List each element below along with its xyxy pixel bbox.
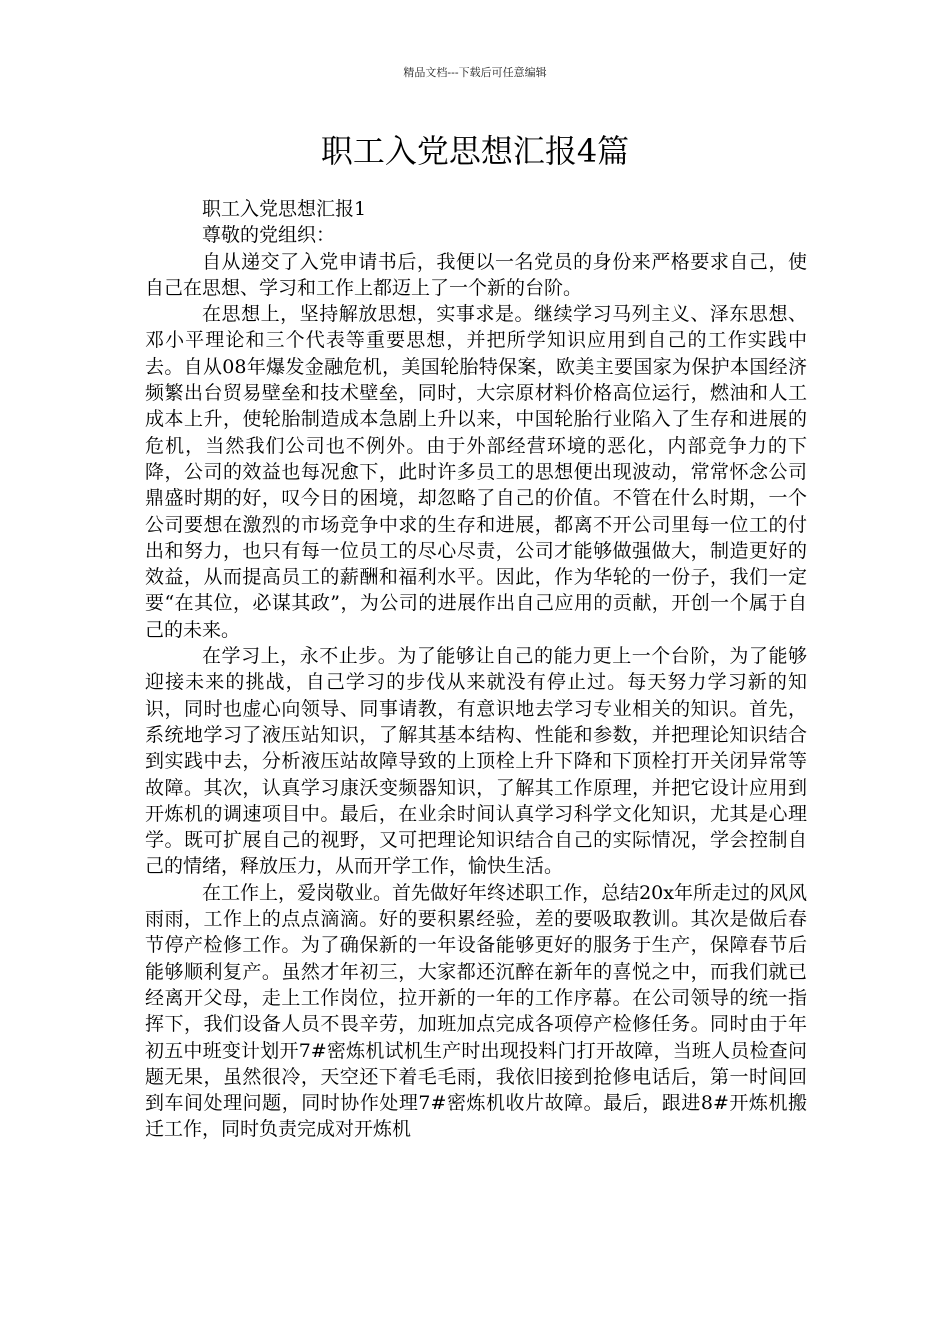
- document-body: [145, 196, 807, 1143]
- paragraph-study: 在学习上，永不止步。为了能够让自己的能力更上一个台阶，为了能够迎接未来的挑战，自己学习的步伐从来就没有停止过。每天努力学习新的知识，同时也虚心向领导、同事请教，有意识地去学习专业相关的知识。首先，系统地学习了液压站知识，了解其基本结构、性能和参数，并把理论知识结合到实践中去，分析液压站故障导致的上顶栓上升下降和下顶栓打开关闭异常等故障。其次，认真学习康沃变频器知识，了解其工作原理，并把它设计应用到开炼机的调速项目中。最后，在业余时间认真学习科学文化知识，尤其是心理学。既可扩展自己的视野，又可把理论知识结合自己的实际情况，学会控制自己的情绪，释放压力，从而开学工作，愉快生活。: [145, 645, 807, 878]
- paragraph-work: 在工作上，爱岗敬业。首先做好年终述职工作，总结20x年所走过的风风雨雨，工作上的点点滴滴。好的要积累经验，差的要吸取教训。其次是做后春节停产检修工作。为了确保新的一年设备能够更好的服务于生产，保障春节后能够顺利复产。虽然才年初三，大家都还沉醉在新年的喜悦之中，而我们就已经离开父母，走上工作岗位，拉开新的一年的工作序幕。在公司领导的统一指挥下，我们设备人员不畏辛劳，加班加点完成各项停产检修任务。同时由于年初五中班变计划开7#密炼机试机生产时出现投料门打开故障，当班人员检查问题无果，虽然很冷，天空还下着毛毛雨，我依旧接到抢修电话后，第一时间回到车间处理问题，同时协作处理7#密炼机收片故障。最后，跟进8#开炼机搬迁工作，同时负责完成对开炼机: [145, 881, 807, 1141]
- paragraph-thought: 在思想上，坚持解放思想，实事求是。继续学习马列主义、泽东思想、邓小平理论和三个代表等重要思想，并把所学知识应用到自己的工作实践中去。自从08年爆发金融危机，美国轮胎特保案，欧美主要国家为保护本国经济频繁出台贸易壁垒和技术壁垒，同时，大宗原材料价格高位运行，燃油和人工成本上升，使轮胎制造成本急剧上升以来，中国轮胎行业陷入了生存和进展的危机，当然我们公司也不例外。由于外部经营环境的恶化，内部竞争力的下降，公司的效益也每况愈下，此时许多员工的思想便出现波动，常常怀念公司鼎盛时期的好，叹今日的困境，却忽略了自己的价值。不管在什么时期，一个公司要想在激烈的市场竞争中求的生存和进展，都离不开公司里每一位工的付出和努力，也只有每一位员工的尽心尽责，公司才能够做强做大，制造更好的效益，从而提高员工的薪酬和福利水平。因此，作为华轮的一份子，我们一定要“在其位，必谋其政”，为公司的进展作出自己应用的贡献，开创一个属于自己的未来。: [145, 303, 807, 641]
- section-heading: 职工入党思想汇报1: [202, 198, 367, 220]
- header-note: 精品文档---下载后可任意编辑: [403, 66, 547, 79]
- paragraph-intro: 自从递交了入党申请书后，我便以一名党员的身份来严格要求自己，使自己在思想、学习和工作上都迈上了一个新的台阶。: [145, 250, 807, 299]
- salutation: 尊敬的党组织：: [202, 224, 336, 247]
- document-title: 职工入党思想汇报4篇: [320, 132, 630, 170]
